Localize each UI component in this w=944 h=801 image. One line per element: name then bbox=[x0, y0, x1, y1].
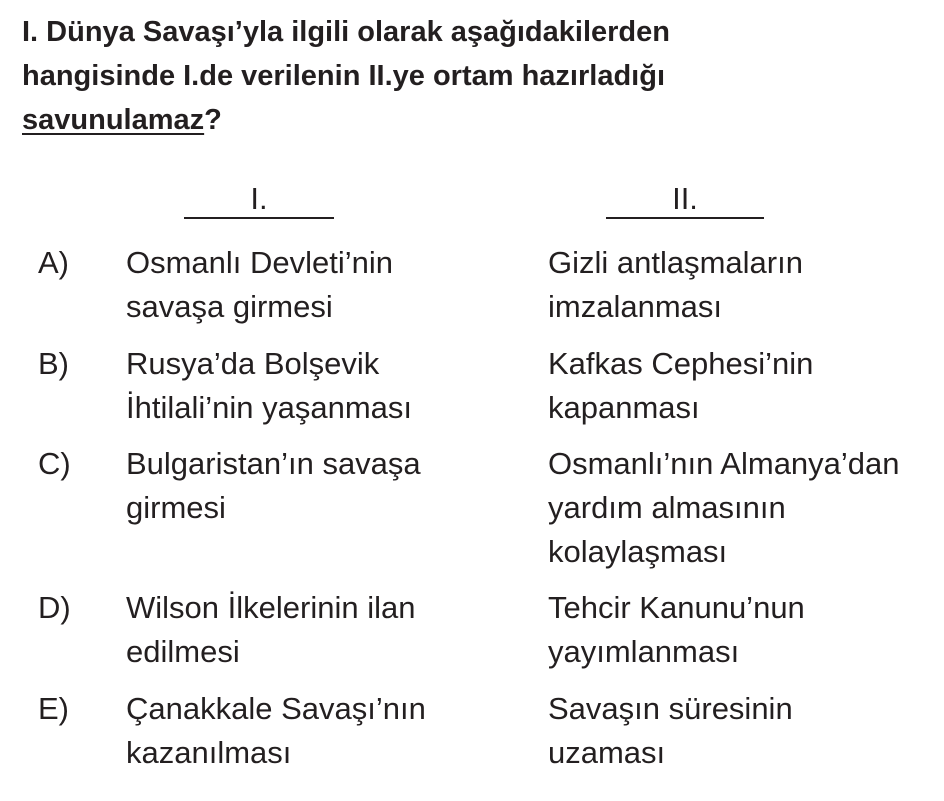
option-col2-line: Gizli antlaşmaların bbox=[548, 245, 803, 280]
option-letter: A) bbox=[38, 245, 69, 280]
option-col1-line: Wilson İlkelerinin ilan bbox=[126, 590, 416, 625]
option-col1-line: Osmanlı Devleti’nin bbox=[126, 245, 394, 280]
option-col2-text bbox=[548, 342, 944, 430]
option-col1-line: İhtilali’nin yaşanması bbox=[126, 390, 413, 425]
option-col2-line: Kafkas Cephesi’nin bbox=[548, 346, 814, 381]
option-col1-line: edilmesi bbox=[126, 634, 240, 669]
column-header-1: I. bbox=[184, 181, 334, 219]
option-col2-line: uzaması bbox=[548, 735, 666, 770]
option-letter: E) bbox=[38, 691, 69, 726]
option-col2-line: Osmanlı’nın Almanya’dan bbox=[548, 446, 900, 481]
option-col2-line: yardım almasının bbox=[548, 490, 786, 525]
option-col1-line: savaşa girmesi bbox=[126, 289, 333, 324]
question-line-3 bbox=[22, 98, 922, 142]
question-text bbox=[22, 10, 922, 142]
option-col1-line: Çanakkale Savaşı’nın bbox=[126, 691, 426, 726]
option-col1-text bbox=[126, 241, 526, 329]
option-col2-line: Savaşın süresinin bbox=[548, 691, 793, 726]
question-mark: ? bbox=[204, 104, 222, 136]
option-col1-line: girmesi bbox=[126, 490, 226, 525]
option-col1-line: Bulgaristan’ın savaşa bbox=[126, 446, 421, 481]
option-col2-line: imzalanması bbox=[548, 289, 722, 324]
option-col2-line: yayımlanması bbox=[548, 634, 740, 669]
option-col2-text bbox=[548, 442, 944, 574]
question-emphasis: savunulamaz bbox=[22, 104, 205, 136]
option-col2-line: kolaylaşması bbox=[548, 534, 728, 569]
option-letter: D) bbox=[38, 590, 71, 625]
option-col1-text bbox=[126, 442, 526, 530]
option-col1-text bbox=[126, 687, 526, 775]
option-col1-text bbox=[126, 342, 526, 430]
question-line-2: hangisinde I.de verilenin II.ye ortam hazırladığı bbox=[22, 60, 665, 92]
option-col1-line: kazanılması bbox=[126, 735, 292, 770]
option-col2-text bbox=[548, 241, 944, 329]
option-letter: C) bbox=[38, 446, 71, 481]
option-letter: B) bbox=[38, 346, 69, 381]
option-col2-text bbox=[548, 586, 944, 674]
question-line-1: I. Dünya Savaşı’yla ilgili olarak aşağıdakilerden bbox=[22, 16, 670, 48]
column-header-2: II. bbox=[606, 181, 764, 219]
option-col2-line: Tehcir Kanunu’nun bbox=[548, 590, 805, 625]
option-col2-line: kapanması bbox=[548, 390, 700, 425]
option-col1-text bbox=[126, 586, 526, 674]
option-col1-line: Rusya’da Bolşevik bbox=[126, 346, 380, 381]
option-col2-text bbox=[548, 687, 944, 775]
